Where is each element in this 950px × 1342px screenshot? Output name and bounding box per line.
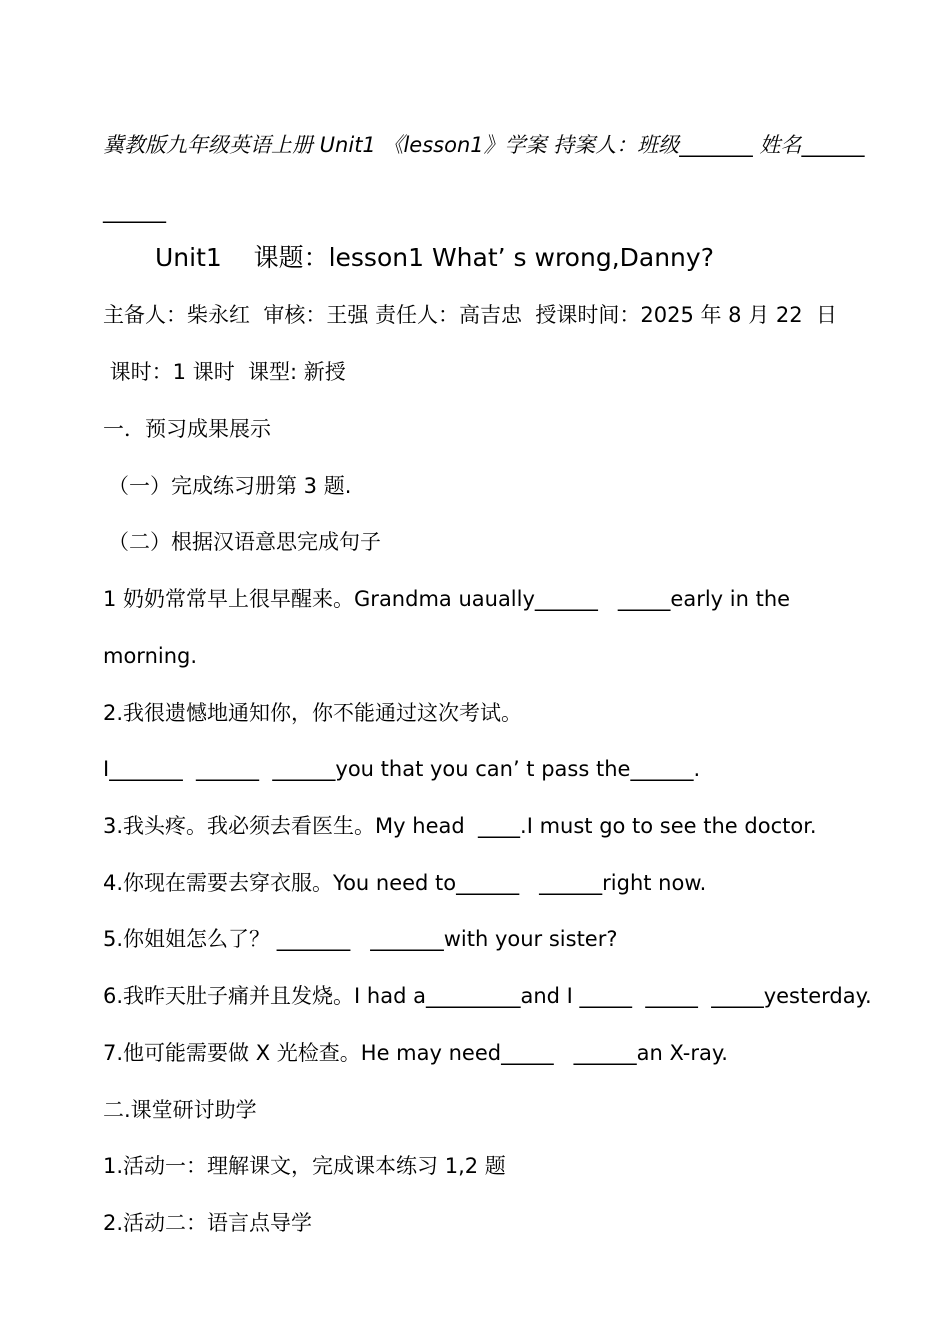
exercise-line: 6.我昨天肚子痛并且发烧。I had a_________and I _____ _____ _____yesterday. [103, 984, 872, 1008]
exercise-line: 1 奶奶常常早上很早醒来。Grandma uaually______ _____early in the [103, 587, 791, 611]
section-heading: 二.课堂研讨助学 [103, 1098, 257, 1122]
subsection-heading: （二）根据汉语意思完成句子 [108, 530, 381, 554]
section-heading: 一．预习成果展示 [103, 417, 271, 441]
exercise-line: 3.我头疼。我必须去看医生。My head ____.I must go to see the doctor. [103, 814, 817, 838]
exercise-line: I_______ ______ ______you that you can’ t pass the______. [103, 757, 701, 781]
meta-line: 主备人：柴永红 审核：王强 责任人：高吉忠 授课时间：2025 年 8 月 22 日 [103, 303, 837, 327]
exercise-line: 5.你姐姐怎么了？ _______ _______with your sister? [103, 927, 618, 951]
subsection-heading: （一）完成练习册第 3 题. [108, 474, 352, 498]
meta-line-2: 课时：1 课时 课型: 新授 [103, 360, 346, 384]
exercise-line: 7.他可能需要做 X 光检查。He may need_____ ______an X-ray. [103, 1041, 728, 1065]
activity-line: 2.活动二：语言点导学 [103, 1211, 313, 1235]
exercise-line: morning. [103, 644, 198, 668]
exercise-line: 2.我很遗憾地通知你，你不能通过这次考试。 [103, 701, 523, 725]
header-line: 冀教版九年级英语上册 Unit1 《lesson1》学案 持案人：班级_______ 姓名______ [103, 133, 865, 157]
exercise-line: 4.你现在需要去穿衣服。You need to______ ______right now. [103, 871, 707, 895]
activity-line: 1.活动一：理解课文，完成课本练习 1,2 题 [103, 1154, 506, 1178]
header-line-continuation: ______ [103, 199, 166, 223]
lesson-title: Unit1 课题：lesson1 What’ s wrong,Danny? [155, 243, 714, 272]
